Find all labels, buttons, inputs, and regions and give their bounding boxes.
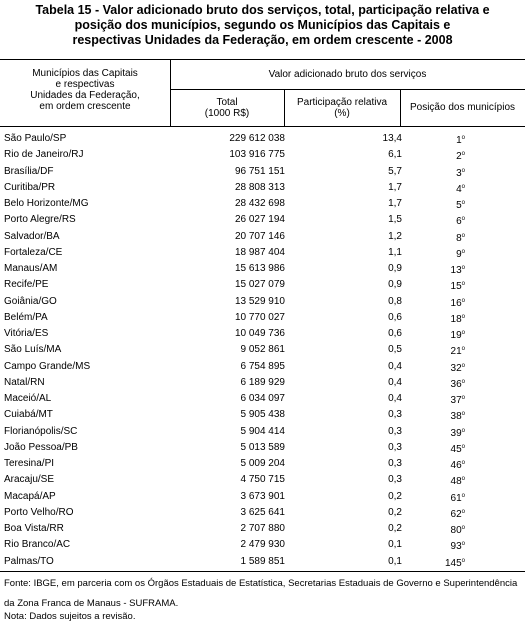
position-column-header: Posição dos municípios: [409, 102, 516, 113]
position-number: 4: [456, 183, 462, 195]
table-top-rule: [0, 59, 525, 60]
total-cell: 5 009 204: [240, 458, 285, 469]
table-bottom-rule: [0, 571, 525, 572]
municipio-cell: Porto Alegre/RS: [4, 214, 76, 226]
table-row: [0, 195, 525, 212]
position-number: 37: [450, 395, 462, 406]
position-number: 62: [450, 508, 462, 520]
table-row: [0, 179, 525, 196]
municipio-cell: São Luís/MA: [4, 344, 62, 356]
ordinal-indicator: o: [461, 508, 465, 515]
position-number: 38: [450, 411, 462, 423]
participation-cell: 0,3: [388, 441, 402, 453]
total-column-header: Total (1000 R$): [204, 97, 250, 119]
source-note: Fonte: IBGE, em parceria com os Órgãos Estaduais de Estatística, Secretarias Estaduais de Governo e Superintendência: [4, 578, 518, 589]
total-cell: 15 027 079: [234, 279, 285, 291]
ordinal-indicator: o: [461, 297, 465, 304]
revision-note: Nota: Dados sujeitos a revisão.: [4, 611, 136, 622]
ordinal-indicator: o: [461, 411, 465, 418]
participation-cell: 13,4: [382, 133, 402, 144]
position-number: 3: [456, 167, 462, 179]
ordinal-indicator: o: [461, 135, 465, 141]
municipio-cell: Boa Vista/RR: [4, 523, 64, 534]
total-cell: 96 751 151: [234, 165, 285, 177]
participation-cell: 0,1: [388, 539, 402, 551]
participation-cell: 0,6: [388, 311, 402, 323]
group-header-rule: [170, 89, 525, 90]
table-row: [0, 293, 525, 310]
table-row: [0, 406, 525, 423]
ordinal-indicator: o: [461, 216, 465, 223]
municipio-cell: Recife/PE: [4, 279, 49, 291]
participation-cell: 0,2: [388, 506, 402, 518]
municipio-cell: Belo Horizonte/MG: [4, 198, 89, 209]
participation-cell: 0,5: [388, 344, 402, 356]
total-cell: 9 052 861: [240, 344, 285, 356]
table-title: [0, 3, 525, 48]
participation-cell: 5,7: [388, 165, 402, 177]
ordinal-indicator: o: [461, 460, 465, 466]
table-row: [0, 325, 525, 342]
participation-cell: 1,7: [388, 198, 402, 209]
total-cell: 6 189 929: [240, 376, 285, 388]
table-row: [0, 390, 525, 407]
position-number: 32: [450, 362, 462, 374]
municipio-cell: Macapá/AP: [4, 490, 56, 502]
table-row: [0, 163, 525, 180]
municipio-cell: Rio Branco/AC: [4, 539, 71, 551]
ordinal-indicator: o: [461, 313, 465, 320]
total-cell: 3 625 641: [240, 506, 285, 518]
municipio-cell: Goiânia/GO: [4, 295, 57, 307]
ordinal-indicator: o: [461, 541, 465, 548]
table-row: [0, 260, 525, 277]
total-cell: 2 479 930: [240, 539, 285, 551]
title-line-2: posição dos municípios, segundo os Municípios das Capitais e: [74, 18, 451, 32]
municipio-cell: Manaus/AM: [4, 263, 58, 274]
table-row: [0, 504, 525, 521]
participation-cell: 1,1: [388, 246, 402, 258]
table-row: [0, 244, 525, 261]
total-cell: 18 987 404: [234, 246, 285, 258]
title-line-3: respectivas Unidades da Federação, em ordem crescente - 2008: [72, 33, 453, 47]
total-cell: 3 673 901: [240, 490, 285, 502]
ordinal-indicator: o: [461, 346, 465, 353]
total-cell: 5 013 589: [240, 441, 285, 453]
municipio-cell: Vitória/ES: [4, 328, 49, 339]
municipio-cell: Aracaju/SE: [4, 474, 55, 486]
position-number: 21: [450, 346, 462, 358]
table-row: [0, 455, 525, 472]
municipio-cell: Palmas/TO: [4, 555, 54, 567]
position-number: 93: [450, 541, 462, 553]
title-line-1: Tabela 15 - Valor adicionado bruto dos serviços, total, participação relativa e: [35, 3, 490, 17]
municipio-cell: Natal/RN: [4, 376, 45, 388]
total-cell: 1 589 851: [240, 555, 285, 567]
participation-cell: 0,2: [388, 523, 402, 534]
total-cell: 6 754 895: [240, 360, 285, 372]
table-row: [0, 374, 525, 391]
position-number: 9: [456, 248, 462, 260]
position-number: 39: [450, 427, 462, 439]
participation-cell: 0,4: [388, 376, 402, 388]
participation-cell: 0,6: [388, 328, 402, 339]
ordinal-indicator: o: [461, 443, 465, 450]
position-number: 1: [456, 135, 462, 146]
ordinal-indicator: o: [461, 492, 465, 499]
ordinal-indicator: o: [461, 265, 465, 271]
participation-cell: 0,9: [388, 263, 402, 274]
municipio-cell: Fortaleza/CE: [4, 246, 63, 258]
table-row: [0, 211, 525, 228]
participation-column-header: Participação relativa (%): [296, 97, 388, 119]
participation-cell: 0,3: [388, 425, 402, 437]
position-number: 8: [456, 232, 462, 244]
header-bottom-rule: [0, 126, 525, 127]
participation-cell: 0,1: [388, 555, 402, 567]
municipio-cell: Maceió/AL: [4, 393, 52, 404]
ordinal-indicator: o: [461, 427, 465, 434]
total-cell: 229 612 038: [229, 133, 285, 144]
total-cell: 26 027 194: [234, 214, 285, 226]
participation-cell: 0,9: [388, 279, 402, 291]
participation-cell: 0,4: [388, 360, 402, 372]
total-cell: 20 707 146: [234, 230, 285, 242]
ordinal-indicator: o: [461, 167, 465, 174]
position-number: 145: [444, 557, 462, 569]
total-cell: 10 770 027: [234, 311, 285, 323]
participation-cell: 6,1: [388, 149, 402, 161]
total-cell: 6 034 097: [240, 393, 285, 404]
ordinal-indicator: o: [461, 281, 465, 288]
position-number: 18: [450, 313, 462, 325]
table-row: [0, 358, 525, 375]
total-cell: 13 529 910: [234, 295, 285, 307]
position-number: 61: [450, 492, 462, 504]
ordinal-indicator: o: [461, 248, 465, 255]
stub-header: Municípios das Capitais e respectivas Unidades da Federação, em ordem crescente: [30, 68, 140, 112]
ordinal-indicator: o: [461, 525, 465, 531]
municipio-cell: João Pessoa/PB: [4, 441, 78, 453]
ordinal-indicator: o: [461, 330, 465, 336]
participation-cell: 0,3: [388, 474, 402, 486]
participation-cell: 1,5: [388, 214, 402, 226]
municipio-cell: Brasília/DF: [4, 165, 54, 177]
ordinal-indicator: o: [461, 395, 465, 401]
ordinal-indicator: o: [461, 557, 465, 564]
participation-cell: 0,2: [388, 490, 402, 502]
position-number: 46: [450, 460, 462, 471]
table-row: [0, 439, 525, 456]
table-row: [0, 146, 525, 163]
position-number: 48: [450, 476, 462, 488]
participation-cell: 1,2: [388, 230, 402, 242]
participation-cell: 0,4: [388, 393, 402, 404]
municipio-cell: Cuiabá/MT: [4, 409, 53, 421]
municipio-cell: Florianópolis/SC: [4, 425, 78, 437]
position-number: 5: [456, 200, 462, 211]
total-cell: 5 905 438: [240, 409, 285, 421]
ordinal-indicator: o: [461, 183, 465, 190]
position-number: 19: [450, 330, 462, 341]
ordinal-indicator: o: [461, 151, 465, 158]
municipio-cell: Belém/PA: [4, 311, 48, 323]
ordinal-indicator: o: [461, 362, 465, 369]
table-row: [0, 276, 525, 293]
municipio-cell: Campo Grande/MS: [4, 360, 91, 372]
table-row: [0, 228, 525, 245]
table-row: [0, 423, 525, 440]
participation-cell: 0,3: [388, 458, 402, 469]
position-number: 2: [456, 151, 462, 163]
position-number: 15: [450, 281, 462, 293]
position-number: 36: [450, 378, 462, 390]
municipio-cell: São Paulo/SP: [4, 133, 67, 144]
ordinal-indicator: o: [461, 200, 465, 206]
municipio-cell: Salvador/BA: [4, 230, 60, 242]
total-cell: 5 904 414: [240, 425, 285, 437]
total-cell: 103 916 775: [229, 149, 285, 161]
position-number: 13: [450, 265, 462, 276]
total-cell: 4 750 715: [240, 474, 285, 486]
total-cell: 15 613 986: [234, 263, 285, 274]
municipio-cell: Curitiba/PR: [4, 181, 56, 193]
position-number: 45: [450, 443, 462, 455]
municipio-cell: Rio de Janeiro/RJ: [4, 149, 84, 161]
table-row: [0, 536, 525, 553]
ordinal-indicator: o: [461, 476, 465, 483]
total-cell: 28 432 698: [234, 198, 285, 209]
ordinal-indicator: o: [461, 378, 465, 385]
table-row: [0, 553, 525, 570]
municipio-cell: Teresina/PI: [4, 458, 55, 469]
total-cell: 2 707 880: [240, 523, 285, 534]
total-cell: 28 808 313: [234, 181, 285, 193]
participation-cell: 0,8: [388, 295, 402, 307]
table-row: [0, 309, 525, 326]
position-number: 16: [450, 297, 462, 309]
position-number: 80: [450, 525, 462, 536]
participation-cell: 0,3: [388, 409, 402, 421]
group-header: Valor adicionado bruto dos serviços: [268, 69, 427, 80]
position-number: 6: [456, 216, 462, 228]
participation-cell: 1,7: [388, 181, 402, 193]
table-row: [0, 488, 525, 505]
position-cell: [425, 553, 465, 572]
municipio-cell: Porto Velho/RO: [4, 506, 74, 518]
ordinal-indicator: o: [461, 232, 465, 239]
table-row: [0, 341, 525, 358]
table-row: [0, 471, 525, 488]
table-row: [0, 130, 525, 147]
table-row: [0, 520, 525, 537]
total-cell: 10 049 736: [234, 328, 285, 339]
source-note-cont: da Zona Franca de Manaus - SUFRAMA.: [4, 598, 179, 609]
